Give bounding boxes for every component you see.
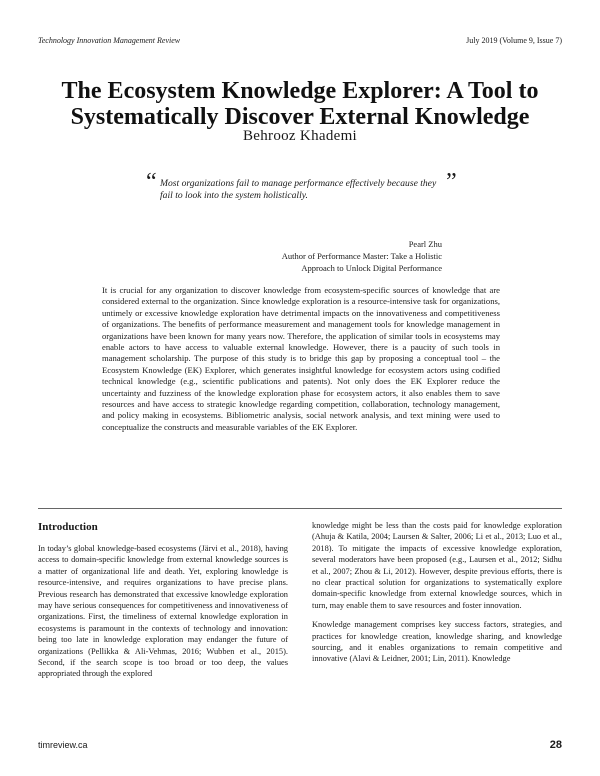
author-name: Behrooz Khademi bbox=[242, 128, 358, 144]
attribution-source: Author of Performance Master: Take a Holistic Approach to Unlock Digital Performance bbox=[281, 251, 442, 273]
section-heading: Introduction bbox=[38, 521, 98, 533]
page-footer bbox=[38, 740, 562, 754]
body-paragraph: Knowledge management comprises key success factors, strategies, and practices for knowledge creation, knowledge sharing, and knowledge sourcing, and it enables organizations to remain competitive and innovative (Alavi & Leidner, 2001; Lin, 2011). Knowledge bbox=[312, 620, 562, 664]
epigraph-text: Most organizations fail to manage performance effectively because they fail to look into the system holistically. bbox=[160, 178, 437, 201]
journal-name: Technology Innovation Management Review bbox=[38, 36, 181, 45]
open-quote-mark: “ bbox=[146, 169, 157, 195]
body-column-left bbox=[38, 520, 288, 688]
close-quote-mark: ” bbox=[446, 169, 457, 195]
attribution-name: Pearl Zhu bbox=[408, 239, 442, 249]
body-paragraph: In today’s global knowledge-based ecosystems (Järvi et al., 2018), having access to domain-specific knowledge from external knowledge sources is a matter of organizational life and death. Yet, exploring knowledge is resource-intensive, and requires organizations to have precise plans. Previous research has demonstrated that excessive knowledge exploration may have serious consequences for competitiveness and innovativeness of organizations. First, the timeliness of external knowledge exploration in ecosystems is paramount in the contexts of technology and innovation: being too late in knowledge exploration may endanger the future of organizations (Pellikka & Ali-Vehmas, 2016; Wubben et al., 2015). Second, if the search scope is too broad or too deep, the values appropriated through the explored bbox=[38, 544, 288, 679]
section-divider bbox=[38, 508, 562, 509]
abstract: It is crucial for any organization to discover knowledge from ecosystem-specific sources of knowledge that are considered external to the organization. Since knowledge exploration is a resource-intensive task for organizations, untimely or excessive knowledge exploration have detrimental impacts on the innovativeness and competitiveness of organizations. The benefits of performance measurement and management tools for knowledge management in organizations have been known for many years now. Therefore, the application of similar tools in ecosystems may enable actors to have access to valuable external knowledge. However, there is a paucity of such tools in management scholarship. The purpose of this study is to bridge this gap by proposing a conceptual tool – the Ecosystem Knowledge (EK) Explorer, which generates insightful knowledge for ecosystem actors using codified technical knowledge (e.g., scientific publications and patents). Not only does the EK Explorer reduce the uncertainty and fuzziness of the knowledge exploration phase for ecosystem actors, it also enables them to save resources and have access to strategic knowledge regarding competition, collaboration, technology management, and policy making in ecosystems. Bibliometric analysis, social network analysis, and text mining were used to conceptualize the constructs and measurable variables of the EK Explorer. bbox=[102, 285, 500, 432]
issue-info: July 2019 (Volume 9, Issue 7) bbox=[466, 36, 562, 45]
page-number: 28 bbox=[549, 739, 562, 751]
body-paragraph: knowledge might be less than the costs paid for knowledge exploration (Ahuja & Katila, 2004; Laursen & Salter, 2006; Li et al., 2013; Luo et al., 2018). To mitigate the impacts of excessive knowledge exploration, several moderators have been proposed (e.g., Laursen et al., 2012; Sidhu et al., 2007; Zhou & Li, 2012). However, despite previous efforts, there is no clear practical solution for organizations to systematically explore domain-specific knowledge from external knowledge sources, which in turn, may enable them to save resources and foster innovation. bbox=[312, 521, 562, 610]
running-header bbox=[38, 36, 562, 48]
article-title: The Ecosystem Knowledge Explorer: A Tool to Systematically Discover External Knowledge bbox=[61, 78, 539, 130]
epigraph-attribution bbox=[262, 238, 442, 274]
site-url: timreview.ca bbox=[38, 740, 88, 750]
body-column-right bbox=[312, 520, 562, 673]
